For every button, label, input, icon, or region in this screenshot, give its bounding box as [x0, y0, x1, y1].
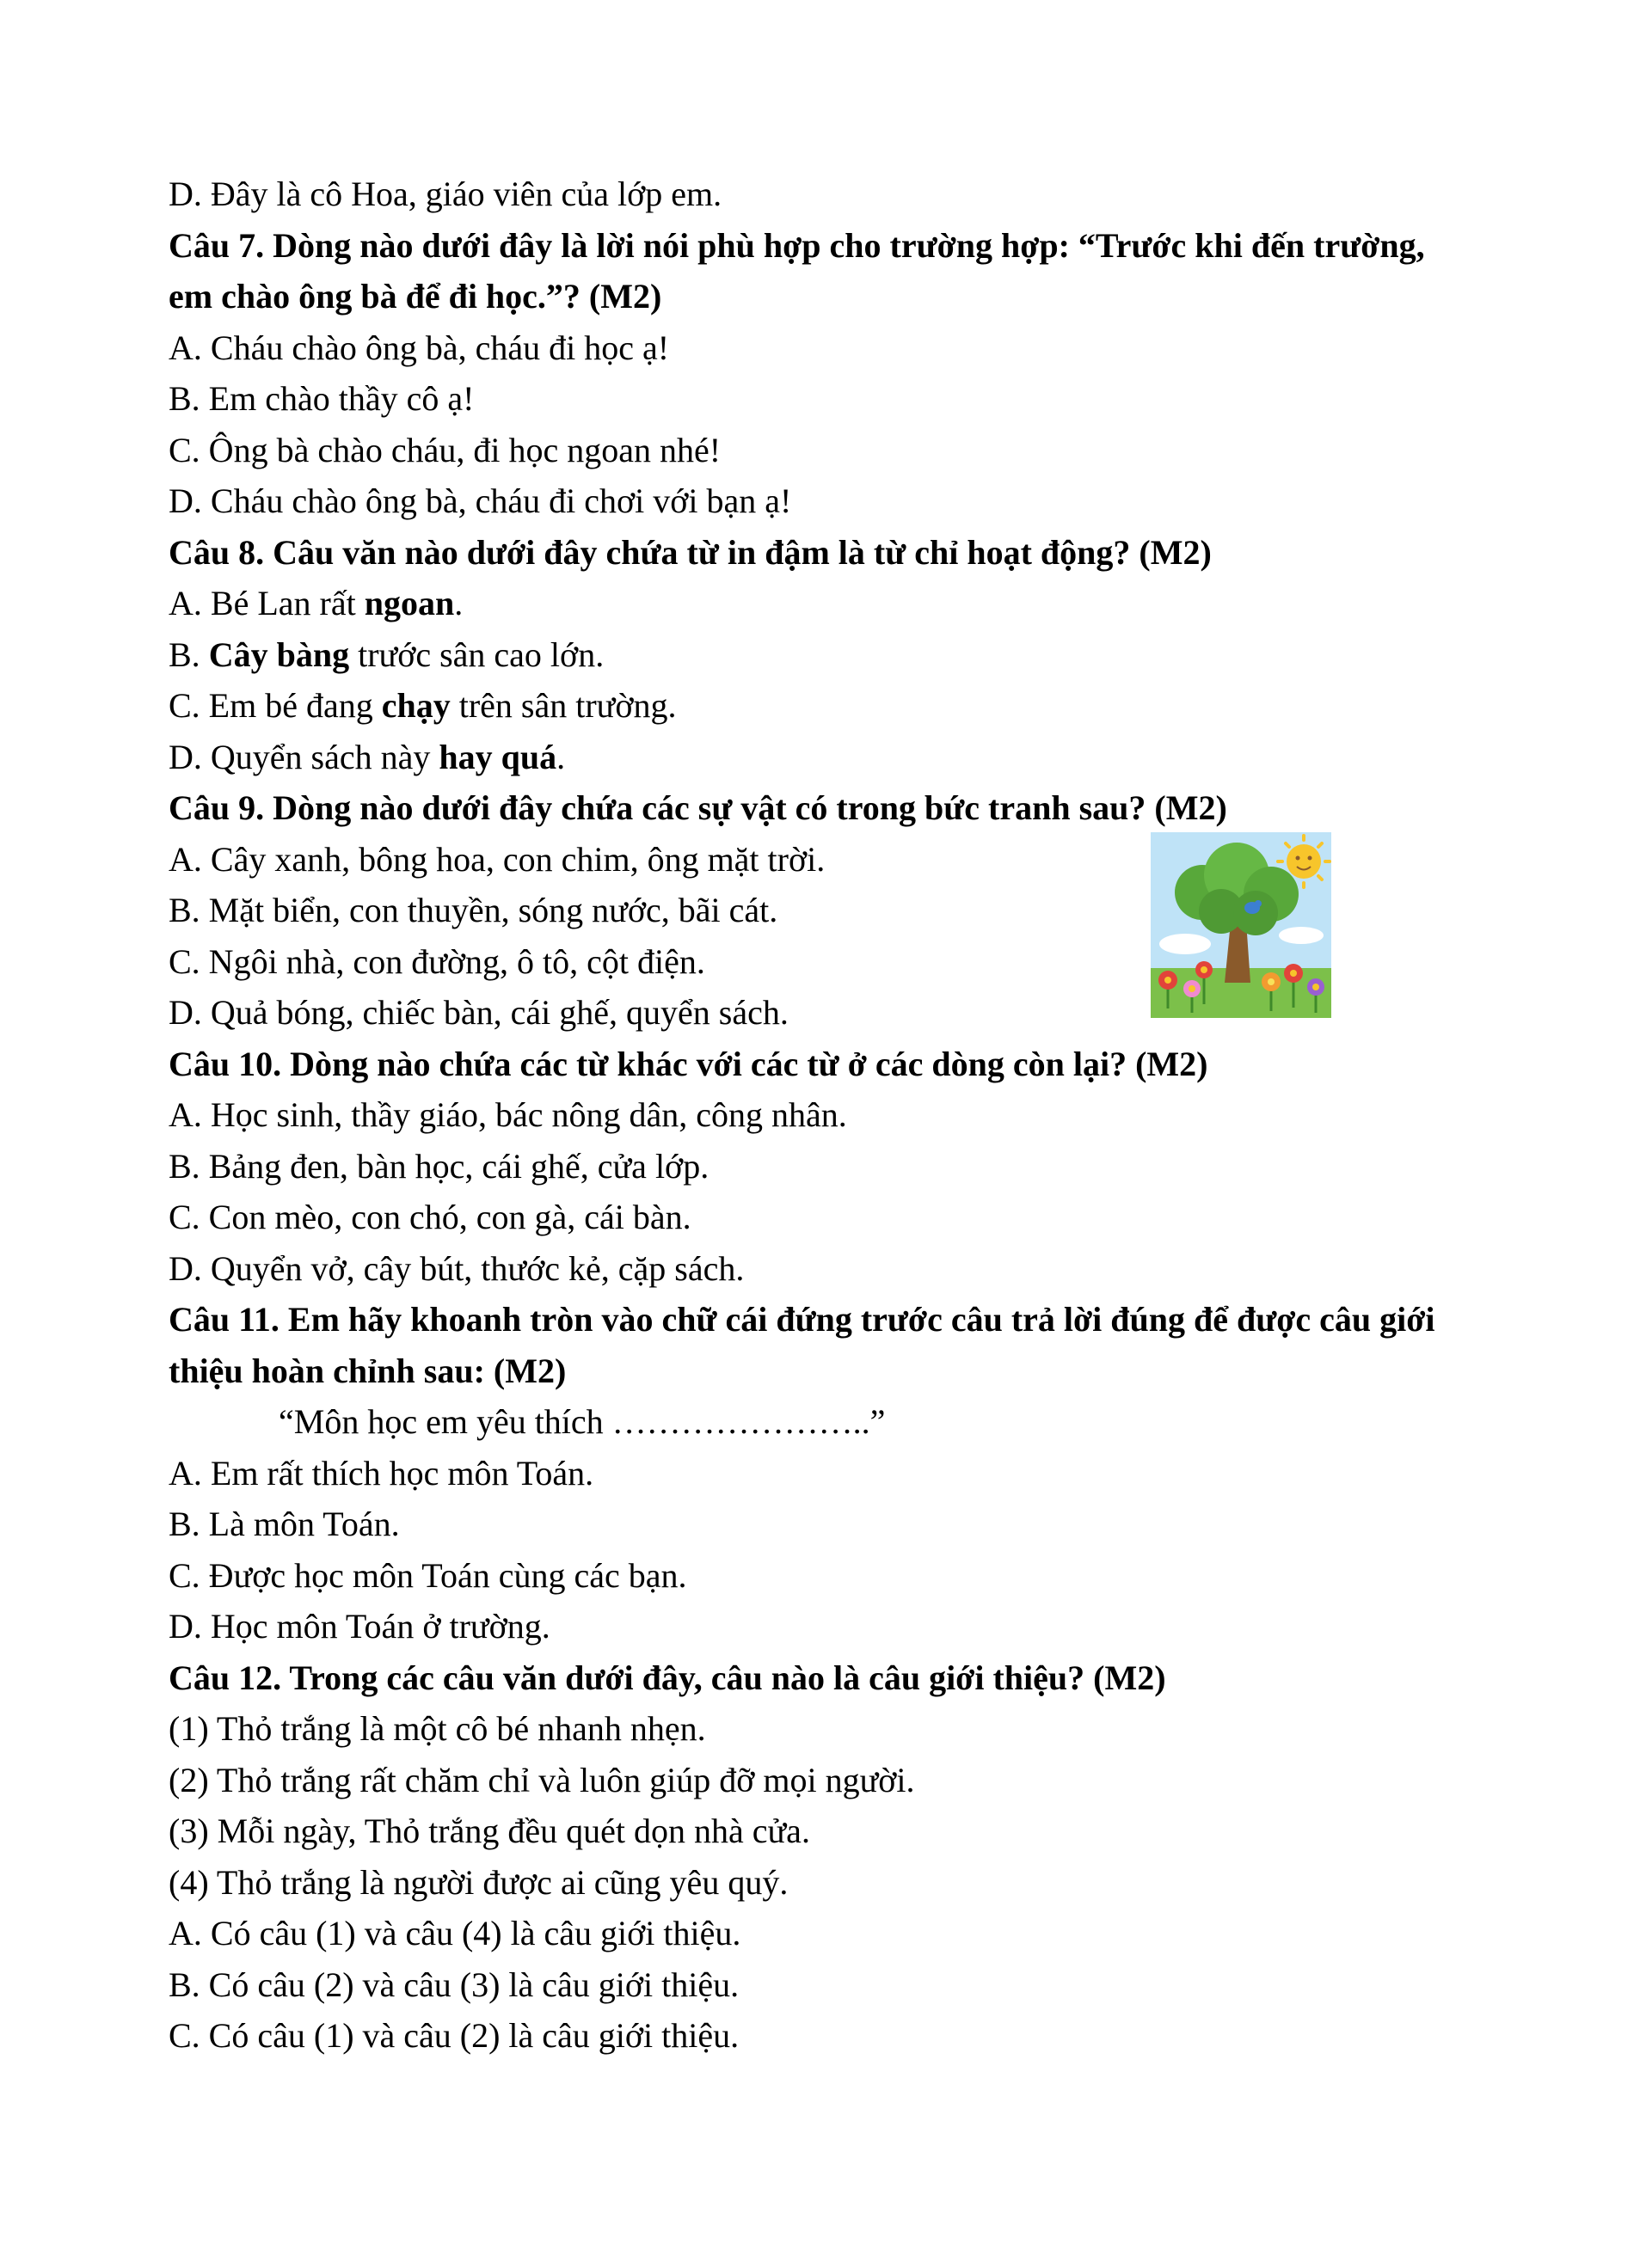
q11-option-c: C. Được học môn Toán cùng các bạn.	[169, 1555, 687, 1595]
q11-option-d: D. Học môn Toán ở trường.	[169, 1607, 550, 1646]
q9-option-c: C. Ngôi nhà, con đường, ô tô, cột điện.	[169, 941, 705, 981]
q8-option-c-bold: chạy	[381, 686, 451, 725]
q11-question: Câu 11. Em hãy khoanh tròn vào chữ cái đứng trước câu trả lời đúng để được câu giới thiệu hoàn chỉnh sau: (M2)	[169, 1300, 1435, 1390]
q9-illustration	[1151, 832, 1331, 1018]
cloud	[1279, 927, 1324, 944]
q8-option-b: B. Cây bàng trước sân cao lớn.	[169, 634, 605, 674]
q8-option-d-bold: hay quá	[439, 737, 557, 776]
q12-statement-4: (4) Thỏ trắng là người được ai cũng yêu quý.	[169, 1862, 789, 1902]
q12-option-c: C. Có câu (1) và câu (2) là câu giới thiệu.	[169, 2016, 740, 2055]
q9-option-a: A. Cây xanh, bông hoa, con chim, ông mặt trời.	[169, 839, 826, 879]
q8-option-a: A. Bé Lan rất ngoan.	[169, 584, 464, 622]
q12-statement-2: (2) Thỏ trắng rất chăm chỉ và luôn giúp đỡ mọi người.	[169, 1760, 915, 1799]
q10-option-c: C. Con mèo, con chó, con gà, cái bàn.	[169, 1198, 691, 1236]
q7-option-a: A. Cháu chào ông bà, cháu đi học ạ!	[169, 328, 670, 367]
q11-option-a: A. Em rất thích học môn Toán.	[169, 1453, 594, 1493]
q8-option-d: D. Quyển sách này hay quá.	[169, 737, 566, 776]
q12-question: Câu 12. Trong các câu văn dưới đây, câu nào là câu giới thiệu? (M2)	[169, 1658, 1166, 1697]
q10-option-a: A. Học sinh, thầy giáo, bác nông dân, công nhân.	[169, 1095, 847, 1134]
q12-option-a: A. Có câu (1) và câu (4) là câu giới thiệu.	[169, 1914, 741, 1952]
q8-question: Câu 8. Câu văn nào dưới đây chứa từ in đậm là từ chỉ hoạt động? (M2)	[169, 532, 1212, 572]
q7-option-c: C. Ông bà chào cháu, đi học ngoan nhé!	[169, 430, 722, 469]
q7-question: Câu 7. Dòng nào dưới đây là lời nói phù hợp cho trường hợp: “Trước khi đến trường, em chào ông bà để đi học.”? (M2)	[169, 225, 1425, 316]
q12-statement-3: (3) Mỗi ngày, Thỏ trắng đều quét dọn nhà cửa.	[169, 1811, 810, 1850]
q9-option-b: B. Mặt biển, con thuyền, sóng nước, bãi cát.	[169, 891, 778, 929]
q10-option-d: D. Quyển vở, cây bút, thước kẻ, cặp sách.	[169, 1248, 745, 1288]
q10-option-b: B. Bảng đen, bàn học, cái ghế, cửa lớp.	[169, 1146, 710, 1186]
q9-option-d: D. Quả bóng, chiếc bàn, cái ghế, quyển sách.	[169, 993, 789, 1032]
q8-option-c: C. Em bé đang chạy trên sân trường.	[169, 686, 677, 725]
q12-option-b: B. Có câu (2) và câu (3) là câu giới thiệu.	[169, 1965, 740, 2004]
q12-statement-1: (1) Thỏ trắng là một cô bé nhanh nhẹn.	[169, 1709, 706, 1748]
q8-option-a-bold: ngoan	[364, 584, 455, 622]
worksheet-page	[169, 169, 1476, 2062]
q8-option-b-bold: Cây bàng	[208, 634, 350, 674]
q11-prompt: “Môn học em yêu thích …………………..”	[279, 1402, 886, 1441]
q7-option-b: B. Em chào thầy cô ạ!	[169, 379, 475, 418]
q7-option-d: D. Cháu chào ông bà, cháu đi chơi với bạn ạ!	[169, 481, 792, 520]
q9-question: Câu 9. Dòng nào dưới đây chứa các sự vật có trong bức tranh sau? (M2)	[169, 788, 1227, 827]
q11-option-b: B. Là môn Toán.	[169, 1505, 400, 1543]
cloud	[1159, 934, 1211, 954]
q6-option-d: D. Đây là cô Hoa, giáo viên của lớp em.	[169, 175, 722, 213]
q10-question: Câu 10. Dòng nào chứa các từ khác với các từ ở các dòng còn lại? (M2)	[169, 1044, 1208, 1083]
